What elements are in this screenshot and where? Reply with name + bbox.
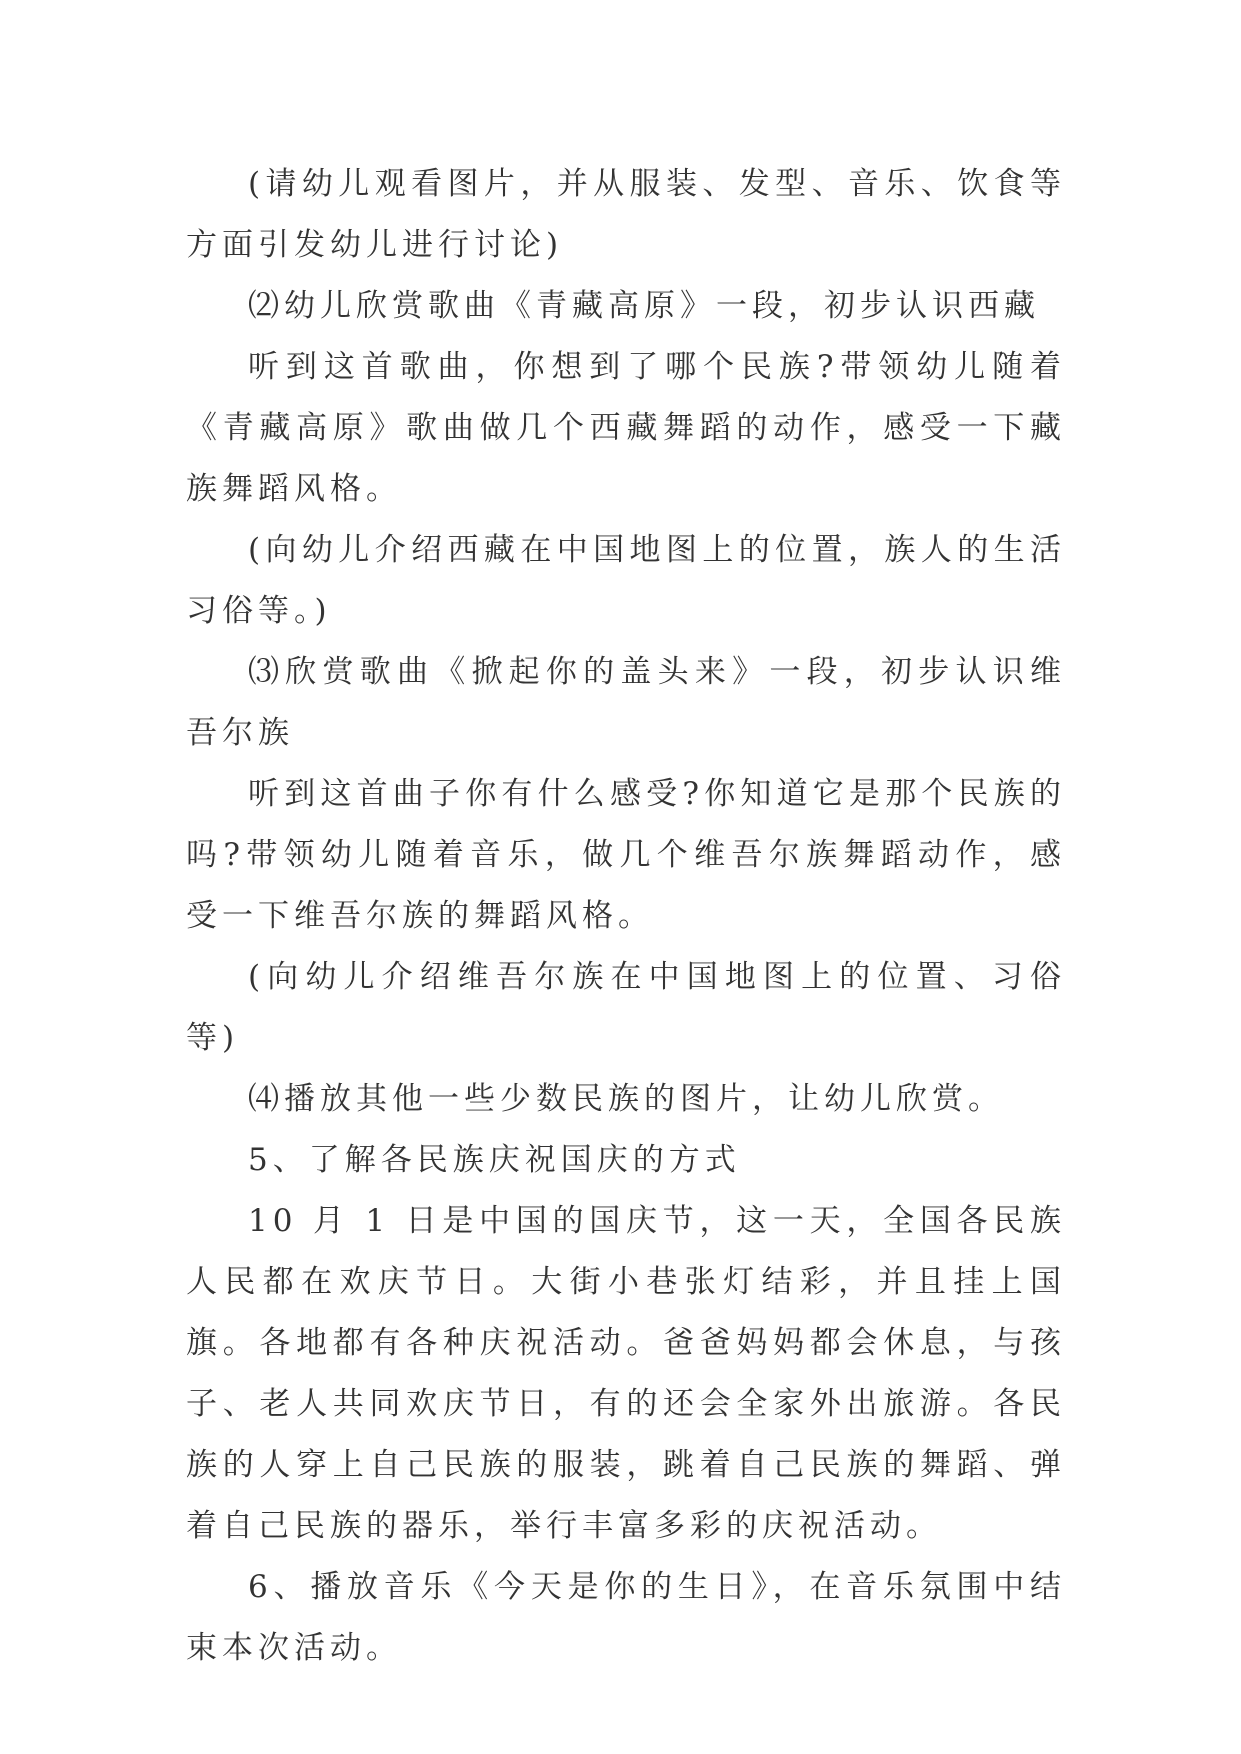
paragraph-step-2-body: 听到这首歌曲，你想到了哪个民族?带领幼儿随着《青藏高原》歌曲做几个西藏舞蹈的动作，感受一下藏族舞蹈风格。 bbox=[186, 349, 1066, 507]
paragraph-section-5-body: 10 月 1 日是中国的国庆节，这一天，全国各民族人民都在欢庆节日。大街小巷张灯结彩，并且挂上国旗。各地都有各种庆祝活动。爸爸妈妈都会休息，与孩子、老人共同欢庆节日，有的还会全家外出旅游。各民族的人穿上自己民族的服装，跳着自己民族的舞蹈、弹着自己民族的器乐，举行丰富多彩的庆祝活动。 bbox=[186, 1203, 1066, 1544]
paragraph-step-2-heading: ⑵幼儿欣赏歌曲《青藏高原》一段，初步认识西藏 bbox=[248, 288, 1040, 324]
paragraph-step-3-note: (向幼儿介绍维吾尔族在中国地图上的位置、习俗等) bbox=[186, 959, 1066, 1056]
paragraph-step-2-note: (向幼儿介绍西藏在中国地图上的位置，族人的生活习俗等。) bbox=[186, 532, 1066, 629]
paragraph-step-3-heading: ⑶欣赏歌曲《掀起你的盖头来》一段，初步认识维吾尔族 bbox=[186, 654, 1066, 751]
paragraph-step-3-body: 听到这首曲子你有什么感受?你知道它是那个民族的吗?带领幼儿随着音乐，做几个维吾尔族舞蹈动作，感受一下维吾尔族的舞蹈风格。 bbox=[186, 776, 1066, 934]
paragraph-section-5-heading: 5、了解各民族庆祝国庆的方式 bbox=[248, 1142, 741, 1178]
paragraph-section-6: 6、播放音乐《今天是你的生日》，在音乐氛围中结束本次活动。 bbox=[186, 1569, 1066, 1666]
paragraph-step-4: ⑷播放其他一些少数民族的图片，让幼儿欣赏。 bbox=[248, 1081, 1004, 1117]
paragraph-discussion-note: (请幼儿观看图片，并从服装、发型、音乐、饮食等方面引发幼儿进行讨论) bbox=[186, 166, 1066, 263]
document-body bbox=[186, 154, 1066, 1679]
